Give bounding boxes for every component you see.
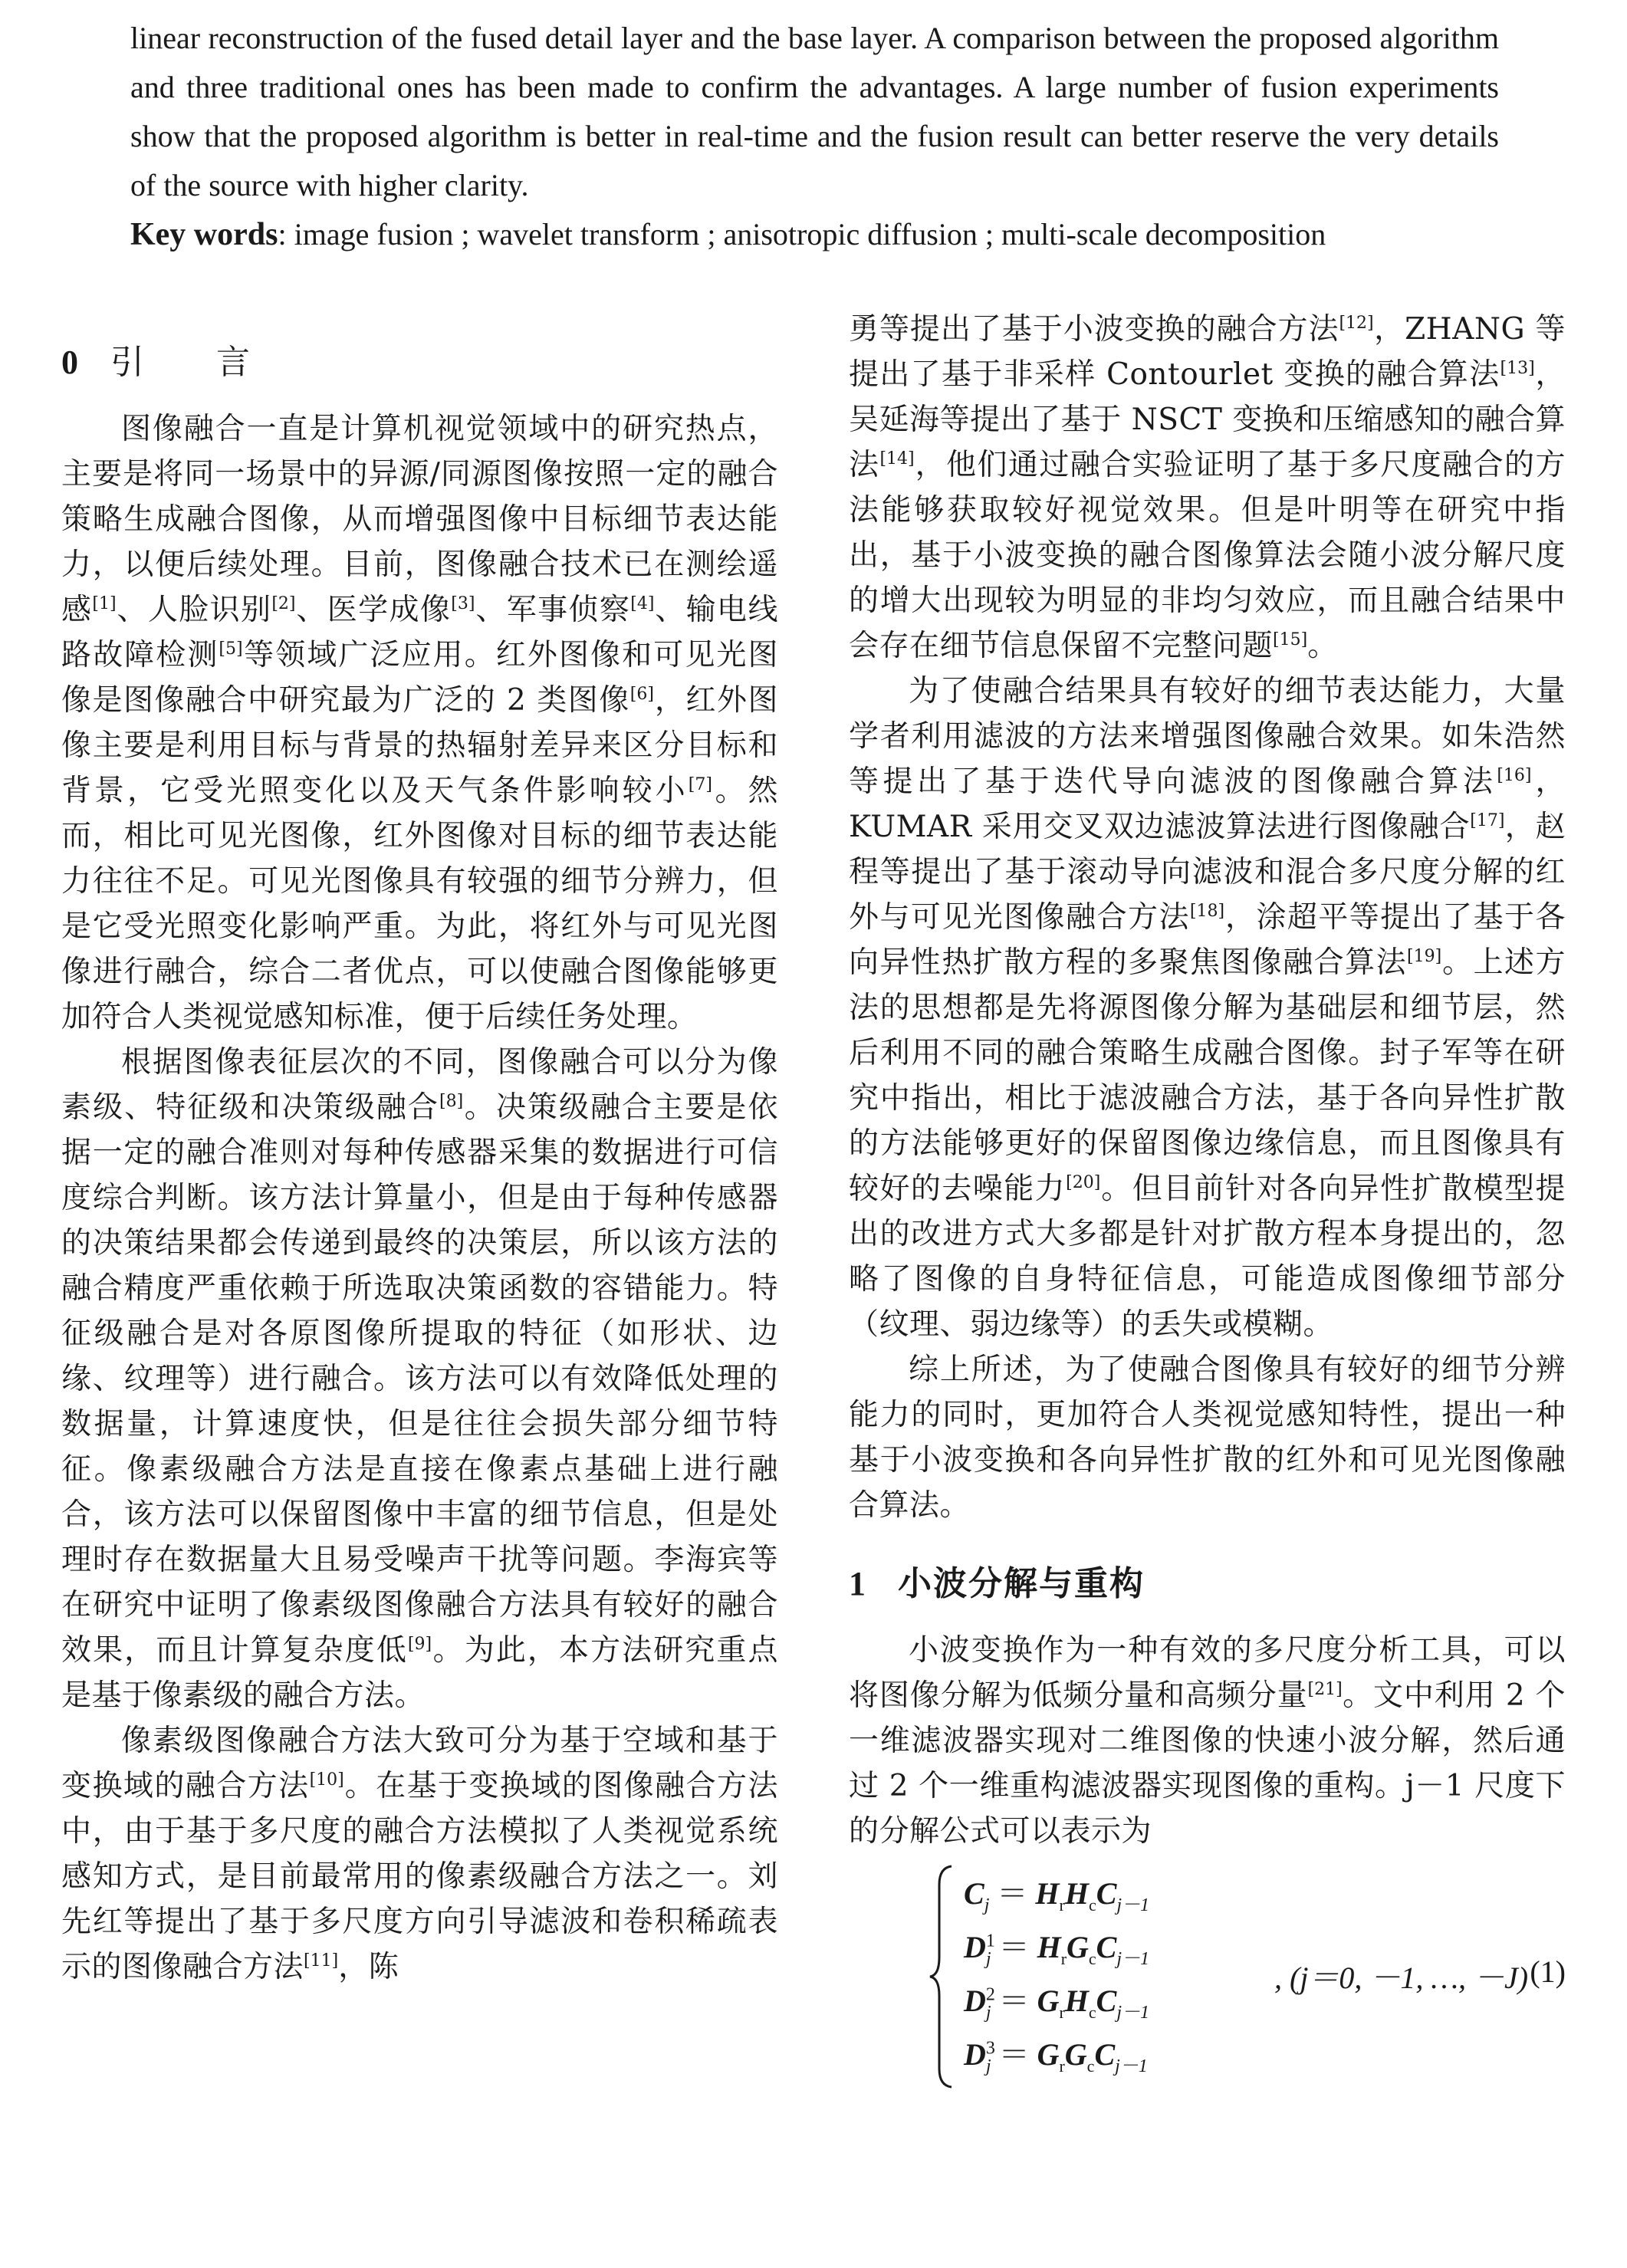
keywords-text: : image fusion ; wavelet transform ; anisotropic diffusion ; multi-scale decomposition [278, 217, 1326, 251]
citation-ref: [7] [688, 775, 712, 794]
citation-ref: [1] [92, 594, 117, 613]
section-number: 0 [61, 343, 80, 381]
section-title: 小波分解与重构 [898, 1564, 1145, 1603]
citation-ref: [11] [304, 1951, 339, 1971]
section-heading-intro [61, 334, 778, 383]
abstract-block [130, 14, 1499, 259]
equation-number: (1) [1530, 1954, 1566, 1989]
citation-ref: [3] [451, 594, 475, 613]
citation-ref: [8] [439, 1092, 464, 1111]
citation-ref: [9] [407, 1635, 432, 1654]
paragraph: 小波变换作为一种有效的多尺度分析工具，可以将图像分解为低频分量和高频分量[21]。文中利用 2 个一维滤波器实现对二维图像的快速小波分解，然后通过 2 个一维重构滤波器实现图像的重构。j－1 尺度下的分解公式可以表示为 [849, 1633, 1566, 1849]
citation-ref: [19] [1407, 947, 1442, 966]
citation-ref: [4] [630, 594, 655, 613]
citation-ref: [20] [1066, 1173, 1101, 1192]
citation-ref: [12] [1339, 314, 1374, 333]
right-column [849, 307, 1566, 2092]
citation-ref: [16] [1497, 766, 1532, 785]
equation-row: $D^3_j = G_rG_cC_{j-1}$ [964, 2037, 1148, 2076]
left-paragraphs [61, 406, 778, 1990]
abstract-text: linear reconstruction of the fused detail layer and the base layer. A comparison between the proposed algorithm and three traditional ones has been made to confirm the advantages. A large number of fusion experiments show that the proposed algorithm is better in real-time and the fusion result can better reserve the very details of the source with higher clarity. [130, 21, 1499, 202]
citation-ref: [15] [1273, 630, 1308, 649]
section-heading-wavelet [849, 1556, 1566, 1605]
equation-1 [849, 1862, 1566, 2092]
citation-ref: [6] [629, 685, 654, 704]
paragraph: 像素级图像融合方法大致可分为基于空域和基于变换域的融合方法[10]。在基于变换域的图像融合方法中，由于基于多尺度的融合方法模拟了人类视觉系统感知方式，是目前最常用的像素级融合方法之一。刘先红等提出了基于多尺度方向引导滤波和卷积稀疏表示的图像融合方法[11]，陈 [61, 1724, 778, 1984]
paragraph: 根据图像表征层次的不同，图像融合可以分为像素级、特征级和决策级融合[8]。决策级融合主要是依据一定的融合准则对每种传感器采集的数据进行可信度综合判断。该方法计算量小，但是由于每种传感器的决策结果都会传递到最终的决策层，所以该方法的融合精度严重依赖于所选取决策函数的容错能力。特征级融合是对各原图像所提取的特征（如形状、边缘、纹理等）进行融合。该方法可以有效降低处理的数据量，计算速度快，但是往往会损失部分细节特征。像素级融合方法是直接在像素点基础上进行融合，该方法可以保留图像中丰富的细节信息，但是处理时存在数据量大且易受噪声干扰等问题。李海宾等在研究中证明了像素级图像融合方法具有较好的融合效果，而且计算复杂度低[9]。为此，本方法研究重点是基于像素级的融合方法。 [61, 1045, 778, 1713]
left-brace [925, 1862, 956, 2092]
equation-row: $D^2_j = G_rH_cC_{j-1}$ [964, 1984, 1150, 2023]
right-paragraphs [849, 307, 1566, 1528]
citation-ref: [10] [309, 1770, 344, 1790]
equation-range: , (j＝0, －1, …, －J) [1274, 1961, 1529, 1995]
equation-row: $C_j = H_rH_cC_{j-1}$ [964, 1876, 1150, 1915]
keywords-line [130, 210, 1499, 259]
equation-row: $D^1_j = H_rG_cC_{j-1}$ [964, 1930, 1150, 1969]
citation-ref: [5] [219, 639, 243, 659]
citation-ref: [21] [1307, 1680, 1343, 1699]
section-title: 引 言 [110, 343, 281, 382]
section1-paragraphs [849, 1628, 1566, 1854]
citation-ref: [17] [1470, 811, 1505, 830]
keywords-label: Key words [130, 217, 278, 252]
paragraph: 图像融合一直是计算机视觉领域中的研究热点，主要是将同一场景中的异源/同源图像按照一定的融合策略生成融合图像，从而增强图像中目标细节表达能力，以便后续处理。目前，图像融合技术已在测绘遥感[1]、人脸识别[2]、医学成像[3]、军事侦察[4]、输电线路故障检测[5]等领域广泛应用。红外图像和可见光图像是图像融合中研究最为广泛的 2 类图像[6]，红外图像主要是利用目标与背景的热辐射差异来区分目标和背景，它受光照变化以及天气条件影响较小[7]。然而，相比可见光图像，红外图像对目标的细节表达能力往往不足。可见光图像具有较强的细节分辨力，但是它受光照变化影响严重。为此，将红外与可见光图像进行融合，综合二者优点，可以使融合图像能够更加符合人类视觉感知标准，便于后续任务处理。 [61, 412, 778, 1034]
citation-ref: [2] [271, 594, 296, 613]
paragraph: 勇等提出了基于小波变换的融合方法[12]，ZHANG 等提出了基于非采样 Contourlet 变换的融合算法[13]，吴延海等提出了基于 NSCT 变换和压缩感知的融合算法[14]，他们通过融合实验证明了基于多尺度融合的方法能够获取较好视觉效果。但是叶明等在研究中指出，基于小波变换的融合图像算法会随小波分解尺度的增大出现较为明显的非均匀效应，而且融合结果中会存在细节信息保留不完整问题[15]。 [849, 312, 1566, 663]
citation-ref: [13] [1500, 359, 1535, 378]
section-number: 1 [849, 1565, 867, 1602]
citation-ref: [18] [1189, 902, 1225, 921]
left-column [61, 307, 778, 1990]
citation-ref: [14] [879, 449, 915, 468]
paragraph: 综上所述，为了使融合图像具有较好的细节分辨能力的同时，更加符合人类视觉感知特性，提出一种基于小波变换和各向异性扩散的红外和可见光图像融合算法。 [849, 1353, 1566, 1523]
paragraph: 为了使融合结果具有较好的细节表达能力，大量学者利用滤波的方法来增强图像融合效果。如朱浩然等提出了基于迭代导向滤波的图像融合算法[16]，KUMAR 采用交叉双边滤波算法进行图像融合[17]，赵程等提出了基于滚动导向滤波和混合多尺度分解的红外与可见光图像融合方法[18]，涂超平等提出了基于各向异性热扩散方程的多聚焦图像融合算法[19]。上述方法的思想都是先将源图像分解为基础层和细节层，然后利用不同的融合策略生成融合图像。封子军等在研究中指出，相比于滤波融合方法，基于各向异性扩散的方法能够更好的保留图像边缘信息，而且图像具有较好的去噪能力[20]。但目前针对各向异性扩散模型提出的改进方式大多都是针对扩散方程本身提出的，忽略了图像的自身特征信息，可能造成图像细节部分（纹理、弱边缘等）的丢失或模糊。 [849, 674, 1566, 1342]
